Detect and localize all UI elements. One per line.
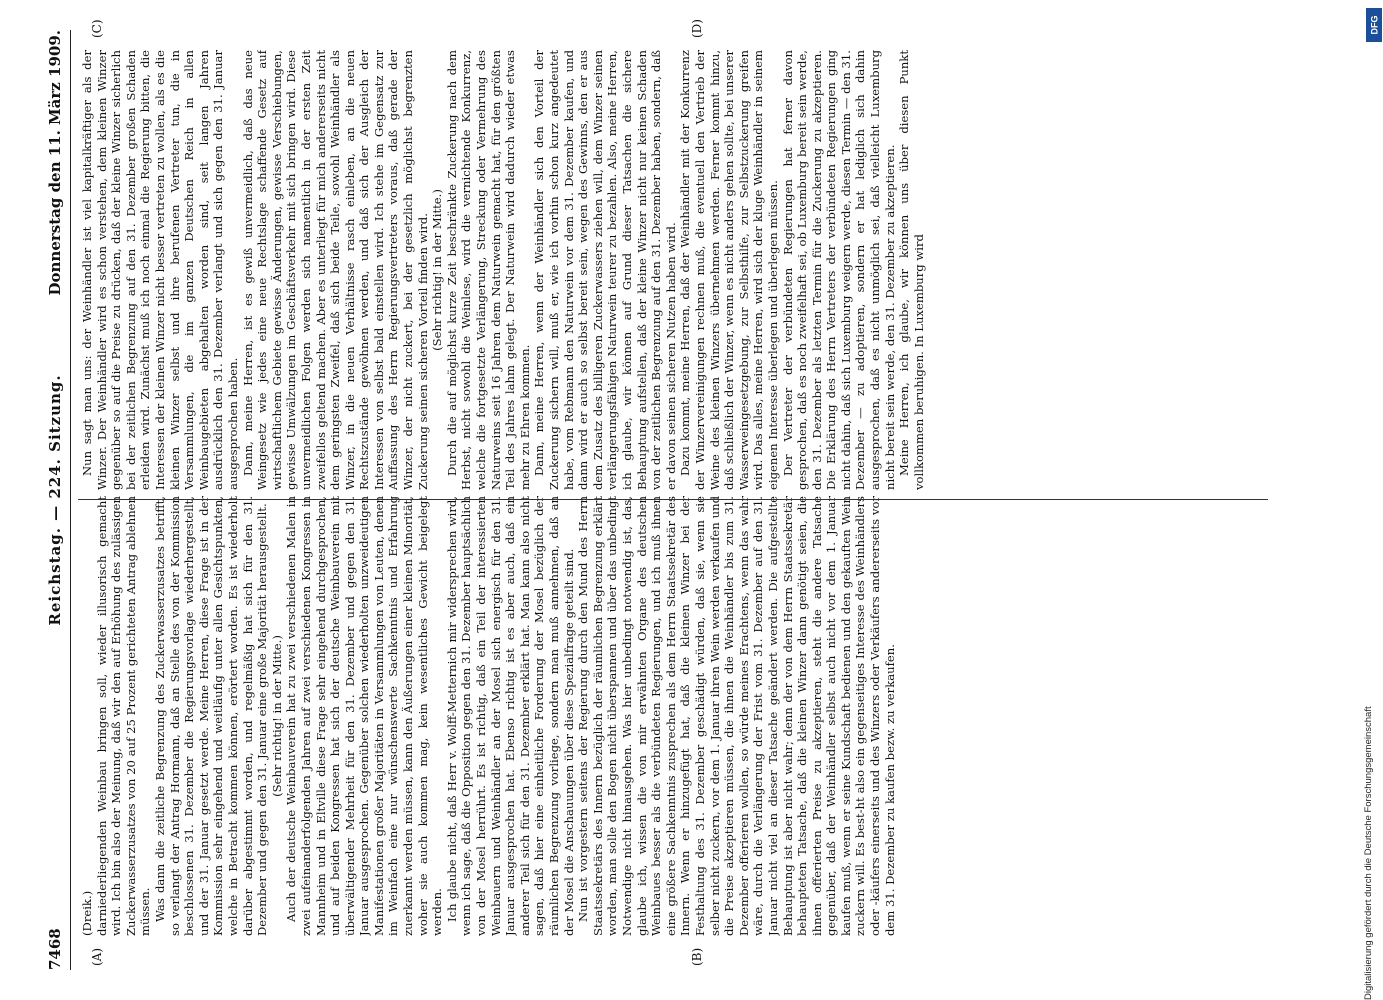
digitization-credit: Digitalisierung gefördert durch die Deutsche Forschungsgemeinschaft [1363,706,1374,1000]
left-column [80,496,1290,936]
paragraph: Dann, meine Herren, ist es gewiß unvermeidlich, daß das neue Weingesetz wie jedes eine neue Rechtslage schaffende Gesetz auf wirtschaftlichem Gebiete gewisse Änderungen, gewisse Verschiebungen, gewisse Umwälzungen im Geschäftsverkehr mit sich bringen wird. Diese unvermeidlichen Folgen werden sich namentlich in der ersten Zeit zweifellos geltend machen. Aber es unterliegt für mich andererseits nicht dem geringsten Zweifel, daß sich beide Teile, sowohl Weinhändler als Winzer, in die neuen Verhältnisse rasch einleben, an die neuen Rechtszustände gewöhnen werden, und daß sich der Ausgleich der Interessen von selbst bald einstellen wird. Ich stehe im Gegensatz zur Auffassung des Herrn Regierungsvertreters voraus, daß gerade der Winzer, der nicht zuckert, bei der gesetzlich möglichst begrenzten Zuckerung seinen sicheren Vorteil finden wird. [240,50,430,490]
paragraph: Was dann die zeitliche Begrenzung des Zuckerwasserzusatzes betrifft, so verlangt der Antrag Hormann, daß an Stelle des von der Kommission beschlossenen 31. Dezember die Regierungsvorlage wiederhergestellt, und der 31. Januar gesetzt werde. Meine Herren, diese Frage ist in der Kommission sehr eingehend und weitläufig unter allen Gesichtspunkten, welche in Betracht kommen können, erörtert worden. Es ist wiederholt darüber abgestimmt worden, und regelmäßig hat sich für den 31. Dezember und gegen den 31. Januar eine große Majorität herausgestellt. [152,496,270,936]
dfg-logo-text: DFG [1369,15,1379,35]
margin-marker-c: (C) [90,19,104,38]
interjection: (Sehr richtig! in der Mitte.) [269,635,284,797]
interjection: (Sehr richtig! in der Mitte.) [430,189,445,351]
margin-marker-d: (D) [690,19,704,38]
paragraph: Ich glaube nicht, daß Herr v. Wolff-Metternich mir widersprechen wird, wenn ich sage, daß die Opposition gegen den 31. Dezember hauptsächlich von der Mosel herrührt. Es ist richtig, daß ein Teil der interessierten Weinbauern und Weinhändler an der Mosel sich energisch für den 31. Januar ausgesprochen hat. Ebenso richtig ist es aber auch, daß ein anderer Teil sich für den 31. Dezember erklärt hat. Man kann also nicht sagen, daß hier eine einheitliche Forderung der Mosel bezüglich der räumlichen Begrenzung vorliege, sondern man muß annehmen, daß an der Mosel die Anschauungen über diese Spezialfrage geteilt sind. [444,496,576,936]
paragraph: Durch die auf möglichst kurze Zeit beschränkte Zuckerung nach dem Herbst, nicht sowohl die Weinlese, wird die vernichtende Konkurrenz, welche die fortgesetzte Verlängerung, Streckung oder Vermehrung des Naturweins seit 16 Jahren dem Naturwein gemacht hat, für den größten Teil des Jahres lahm gelegt. Der Naturwein wird dadurch wieder etwas mehr zu Ehren kommen. [444,50,532,490]
dfg-logo [1366,8,1382,42]
paragraph: Dann, meine Herren, wenn der Weinhändler sich den Vorteil der Zuckerung sichern will, muß er, wie ich vorhin schon kurz angedeutet habe, vom Rebmann den Naturwein vor dem 31. Dezember kaufen, und dann wird er auch so selbst bereit sein, wegen des Gewinns, den er aus dem Zusatz des billigeren Zuckerwassers ziehen will, dem Winzer seinen verlängerungsfähigen Naturwein teurer zu bezahlen. Also, meine Herren, ich glaube, wir können auf Grund dieser Tatsachen die sichere Behauptung aufstellen, daß der kleine Winzer nicht nur keinen Schaden von der zeitlichen Begrenzung auf den 31. Dezember haben, sondern, daß er davon seinen sicheren Nutzen haben wird. [532,50,678,490]
session-date: Donnerstag den 11. März 1909. [46,30,64,296]
margin-marker-b: (B) [690,947,704,966]
paragraph: darniederliegenden Weinbau bringen soll, wieder illusorisch gemacht wird. Ich bin also der Meinung, daß wir den auf Erhöhung des zulässigen Zuckerwasserzusatzes von 20 auf 25 Prozent gerichteten Antrag ablehnen müssen. [94,496,153,936]
paragraph: Der Vertreter der verbündeten Regierungen hat ferner davon gesprochen, daß es noch zweifelhaft sei, ob Luxemburg bereit sein werde, den 31. Dezember als letzten Termin für die Zuckerung zu akzeptieren. Die Erklärung des Herrn Vertreters der verbündeten Regierungen ging nicht dahin, daß sich Luxemburg weigern werde, diesen Termin — den 31. Dezember — zu adoptieren, sondern er hat lediglich sich dahin ausgesprochen, daß es nicht unmöglich sei, daß vielleicht Luxemburg nicht bereit sein werde, den 31. Dezember zu akzeptieren. [780,50,897,490]
page-header [42,30,71,970]
paragraph: Auch der deutsche Weinbauverein hat zu zwei verschiedenen Malen in zwei aufeinanderfolgenden Jahren auf zwei verschiedenen Kongressen in Mannheim und in Eltville diese Frage sehr eingehend durchgesprochen, und auf beiden Kongressen hat sich der deutsche Weinbauverein mit überwältigender Mehrheit für den 31. Dezember und gegen den 31. Januar ausgesprochen. Gegenüber solchen wiederholten unzweideutigen Manifestationen großer Majoritäten in Versammlungen von Leuten, denen im Weinfach eine nur wünschenswerte Sachkenntnis und Erfahrung zuerkannt werden müssen, kann den Äußerungen einer kleinen Minorität, woher sie auch kommen mag, kein wesentliches Gewicht beigelegt werden. [284,496,445,936]
paragraph: Nun sagt man uns: der Weinhändler ist viel kapitalkräftiger als der Winzer. Der Weinhändler wird es schon verstehen, dem kleinen Winzer gegenüber so auf die Preise zu drücken, daß der kleine Winzer sicherlich bei der zeitlichen Begrenzung auf den 31. Dezember großen Schaden erleiden wird. Zunächst muß ich noch einmal die Regierung bitten, die Interessen der kleinen Winzer nicht besser vertreten zu wollen, als es die kleinen Winzer selbst und ihre berufenen Vertreter tun, die in Versammlungen, die im ganzen Deutschen Reich in allen Weinbaugebieten abgehalten worden sind, seit langen Jahren ausdrücklich den 31. Dezember verlangt und sich gegen den 31. Januar ausgesprochen haben. [80,50,240,490]
page-number: 7468 [46,928,64,970]
speaker-name: (Dreik.) [80,890,94,936]
paragraph: Meine Herren, ich glaube, wir können uns über diesen Punkt vollkommen beruhigen. In Luxemburg wird [897,50,926,490]
paragraph: Dazu kommt, meine Herren, daß der Weinhändler mit der Konkurrenz der Winzervereinigungen rechnen muß, die eventuell den Vertrieb der Weine des kleinen Winzers übernehmen werden. Ferner kommt hinzu, daß schließlich der Winzer, wenn es nicht anders gehen sollte, bei unserer Wasserweingesetzgebung, zur Selbsthilfe, zur Selbstzuckerung greifen wird. Das alles, meine Herren, wird sich der kluge Weinhändler in seinem eigenen Interesse überlegen und überlegen müssen. [678,50,780,490]
column-divider [78,499,1268,500]
paragraph: Nun ist vorgestern seitens der Regierung durch den Mund des Herrn Staatssekretärs des Innern bezüglich der räumlichen Begrenzung erklärt worden, man solle den Bogen nicht überspannen und über das unbedingt Notwendige nicht hinausgehen. Was hier unbedingt notwendig ist, das, glaube ich, wissen die von mir erwähnten Organe des deutschen Weinbaues besser als die verbündeten Regierungen, und ich muß ihnen eine größere Sachkenntnis zusprechen als dem Herrn Staatssekretär des Innern. Wenn er hinzugefügt hat, daß die kleinen Winzer bei der Festhaltung des 31. Dezember geschädigt würden, daß sie, wenn sie selber nicht zuckern, vor dem 1. Januar ihren Wein werden verkaufen und die Preise akzeptieren müssen, die ihnen die Weinhändler bis zum 31. Dezember offerieren wollen, so würde meines Erachtens, wenn das wahr wäre, durch die Verlängerung der Frist vom 31. Dezember auf den 31. Januar nicht viel an dieser Tatsache geändert werden. Die aufgestellte Behauptung ist aber nicht wahr; denn der von dem Herrn Staatssekretär behaupteten Tatsache, daß die kleinen Winzer dann genötigt seien, die ihnen offerierten Preise zu akzeptieren, steht die andere Tatsache gegenüber, daß der Weinhändler selbst auch nicht vor dem 1. Januar kaufen muß, wenn er seine Kundschaft bedienen und den gekauften Wein zuckern will. Es best-ht also ein gegenseitiges Interesse des Weinhändlers oder -käufers einerseits und des Winzers oder Verkäufers andererseits vor dem 31. Dezember zu kaufen bezw. zu verkaufen. [576,496,897,936]
margin-marker-a: (A) [90,947,104,966]
page-title: Reichstag. — 224. Sitzung. [46,374,64,626]
right-column [80,50,1290,490]
